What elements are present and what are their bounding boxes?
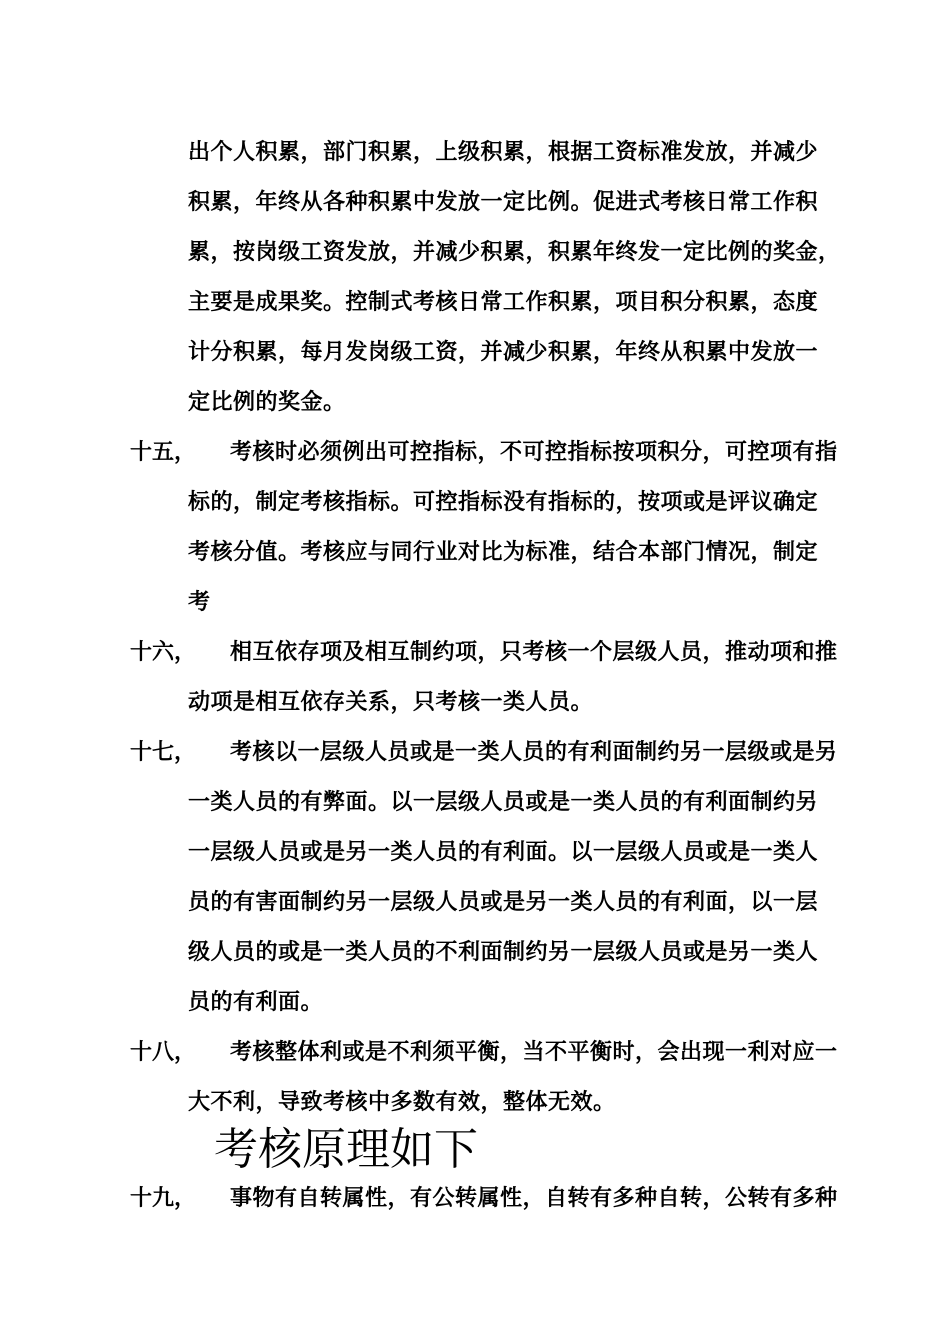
section-heading: 考核原理如下 [214, 1124, 478, 1175]
item-first-line: 相互依存项及相互制约项，只考核一个层级人员，推动项和推 [230, 639, 838, 665]
paragraph-line: 标的，制定考核指标。可控指标没有指标的，按项或是评议确定 [188, 489, 819, 515]
paragraph-line: 级人员的或是一类人员的不利面制约另一层级人员或是另一类人 [188, 939, 819, 965]
paragraph-line: 出个人积累，部门积累，上级积累，根据工资标准发放，并减少 [188, 139, 819, 165]
paragraph-line: 累，按岗级工资发放，并减少积累，积累年终发一定比例的奖金， [188, 239, 841, 265]
paragraph-line: 一类人员的有弊面。以一层级人员或是一类人员的有利面制约另 [188, 789, 819, 815]
paragraph-line: 主要是成果奖。控制式考核日常工作积累，项目积分积累，态度 [188, 289, 819, 315]
paragraph-line: 员的有害面制约另一层级人员或是另一类人员的有利面，以一层 [188, 889, 819, 915]
item-first-line: 考核时必须例出可控指标，不可控指标按项积分，可控项有指 [230, 439, 838, 465]
item-number: 十八， [130, 1039, 197, 1065]
item-number: 十六， [130, 639, 197, 665]
paragraph-line: 定比例的奖金。 [188, 389, 346, 415]
paragraph-line: 动项是相互依存关系，只考核一类人员。 [188, 689, 594, 715]
item-first-line: 考核整体利或是不利须平衡，当不平衡时，会出现一利对应一 [230, 1039, 838, 1065]
paragraph-line: 考 [188, 589, 211, 615]
item-first-line: 事物有自转属性，有公转属性，自转有多种自转，公转有多种 [230, 1185, 838, 1211]
item-first-line: 考核以一层级人员或是一类人员的有利面制约另一层级或是另 [230, 739, 838, 765]
paragraph-line: 员的有利面。 [188, 989, 324, 1015]
paragraph-line: 考核分值。考核应与同行业对比为标准，结合本部门情况，制定 [188, 539, 819, 565]
item-number: 十五， [130, 439, 197, 465]
paragraph-line: 一层级人员或是另一类人员的有利面。以一层级人员或是一类人 [188, 839, 819, 865]
item-number: 十七， [130, 739, 197, 765]
paragraph-line: 大不利，导致考核中多数有效，整体无效。 [188, 1089, 616, 1115]
paragraph-line: 积累，年终从各种积累中发放一定比例。促进式考核日常工作积 [188, 189, 819, 215]
item-number: 十九， [130, 1185, 197, 1211]
paragraph-line: 计分积累，每月发岗级工资，并减少积累，年终从积累中发放一 [188, 339, 819, 365]
